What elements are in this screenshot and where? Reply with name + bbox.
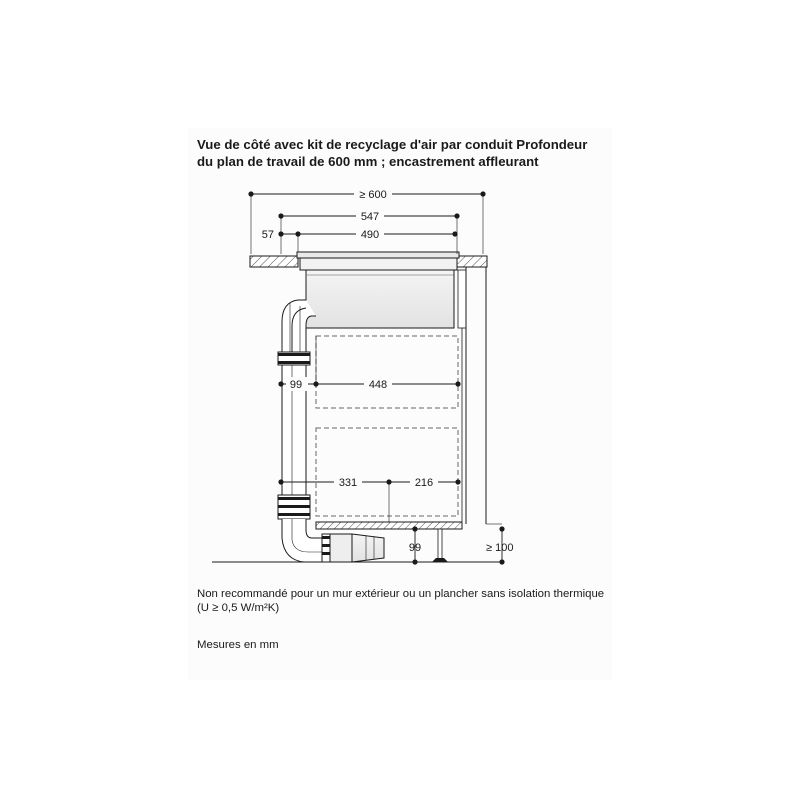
dim-plinth-99: 99 — [408, 542, 422, 554]
cooktop-unit — [297, 252, 466, 328]
recirculation-box — [322, 534, 384, 562]
dim-490: 490 — [360, 229, 380, 241]
drawing-title: Vue de côté avec kit de recyclage d'air par conduit Profondeur du plan de travail de 600 mm ; encastrement affleurant — [197, 137, 588, 169]
installation-note — [197, 588, 617, 615]
air-duct — [278, 300, 322, 562]
dim-clearance-100: ≥ 100 — [486, 542, 514, 554]
dim-331: 331 — [338, 477, 358, 489]
dim-216: 216 — [414, 477, 434, 489]
dim-547: 547 — [360, 211, 380, 223]
base-shelf — [316, 522, 462, 529]
cabinet-foot — [432, 529, 448, 562]
dim-min-depth: ≥ 600 — [359, 189, 387, 201]
dim-57: 57 — [261, 229, 274, 241]
note-line-1: Non recommandé pour un mur extérieur ou un plancher sans isolation thermique — [197, 588, 605, 600]
dim-448: 448 — [368, 379, 388, 391]
dim-duct-99: 99 — [289, 379, 303, 391]
units-caption: Mesures en mm — [197, 639, 279, 651]
note-line-2: (U ≥ 0,5 W/m²K) — [197, 601, 280, 614]
cabinet-back-wall — [462, 267, 486, 524]
